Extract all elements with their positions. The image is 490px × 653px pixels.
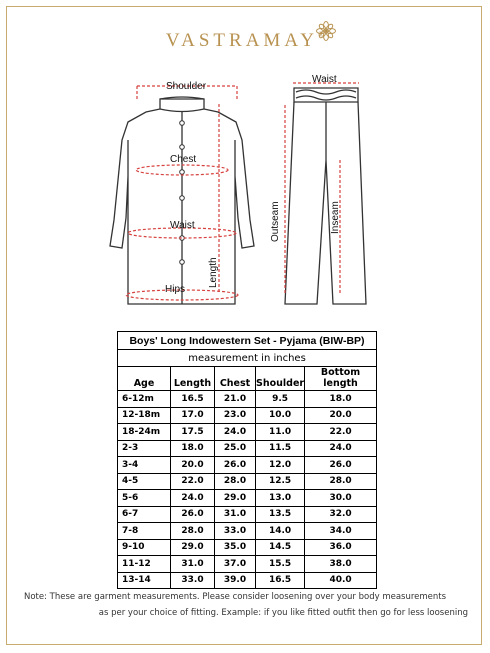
table-cell: 39.0 <box>215 572 256 589</box>
col-chest: Chest <box>215 367 256 391</box>
table-cell: 31.0 <box>171 556 215 573</box>
table-row <box>118 473 377 490</box>
table-cell: 30.0 <box>305 490 377 507</box>
table-cell: 11.5 <box>256 440 305 457</box>
note-line-1: Note: These are garment measurements. Please consider loosening over your body measurements <box>24 592 447 602</box>
table-cell: 38.0 <box>305 556 377 573</box>
table-cell: 33.0 <box>171 572 215 589</box>
table-cell: 13.5 <box>256 506 305 523</box>
table-cell: 23.0 <box>215 407 256 424</box>
table-cell: 6-12m <box>118 391 171 408</box>
note-line-2: as per your choice of fitting. Example: if you like fitted outfit then go for less loosening <box>98 608 468 618</box>
label-shoulder: Shoulder <box>166 81 207 92</box>
table-cell: 6-7 <box>118 506 171 523</box>
table-cell: 10.0 <box>256 407 305 424</box>
table-row <box>118 523 377 540</box>
table-cell: 11-12 <box>118 556 171 573</box>
table-cell: 13-14 <box>118 572 171 589</box>
table-title: Boys' Long Indowestern Set - Pyjama (BIW-BP) <box>118 332 377 350</box>
table-cell: 36.0 <box>305 539 377 556</box>
table-cell: 12.5 <box>256 473 305 490</box>
table-cell: 12-18m <box>118 407 171 424</box>
table-cell: 22.0 <box>305 424 377 441</box>
col-shoulder: Shoulder <box>256 367 305 391</box>
table-cell: 16.5 <box>171 391 215 408</box>
label-length: Length <box>208 257 219 288</box>
table-cell: 17.5 <box>171 424 215 441</box>
table-subtitle: measurement in inches <box>118 350 377 367</box>
table-cell: 37.0 <box>215 556 256 573</box>
table-cell: 34.0 <box>305 523 377 540</box>
table-cell: 26.0 <box>305 457 377 474</box>
table-row <box>118 572 377 589</box>
table-row <box>118 506 377 523</box>
table-cell: 25.0 <box>215 440 256 457</box>
table-cell: 29.0 <box>215 490 256 507</box>
table-cell: 33.0 <box>215 523 256 540</box>
table-row <box>118 391 377 408</box>
table-cell: 9-10 <box>118 539 171 556</box>
pyjama-outline <box>285 88 366 304</box>
table-cell: 16.5 <box>256 572 305 589</box>
table-cell: 28.0 <box>171 523 215 540</box>
table-cell: 3-4 <box>118 457 171 474</box>
table-cell: 5-6 <box>118 490 171 507</box>
label-hips: Hips <box>165 284 186 295</box>
table-cell: 7-8 <box>118 523 171 540</box>
table-row <box>118 539 377 556</box>
table-row <box>118 457 377 474</box>
table-cell: 18.0 <box>305 391 377 408</box>
col-length: Length <box>171 367 215 391</box>
table-cell: 11.0 <box>256 424 305 441</box>
table-header-row <box>118 367 377 391</box>
brand-name: VASTRAMAY <box>165 30 319 51</box>
table-cell: 40.0 <box>305 572 377 589</box>
table-cell: 14.5 <box>256 539 305 556</box>
label-chest: Chest <box>170 154 197 165</box>
table-cell: 31.0 <box>215 506 256 523</box>
table-cell: 29.0 <box>171 539 215 556</box>
table-cell: 28.0 <box>215 473 256 490</box>
label-waist: Waist <box>170 220 195 231</box>
table-cell: 24.0 <box>171 490 215 507</box>
table-cell: 26.0 <box>215 457 256 474</box>
table-row <box>118 440 377 457</box>
table-row <box>118 407 377 424</box>
brand-registered-mark: ® <box>318 30 325 39</box>
table-cell: 26.0 <box>171 506 215 523</box>
fitting-note <box>24 589 468 621</box>
table-cell: 4-5 <box>118 473 171 490</box>
table-cell: 32.0 <box>305 506 377 523</box>
col-age: Age <box>118 367 171 391</box>
table-cell: 24.0 <box>305 440 377 457</box>
table-cell: 13.0 <box>256 490 305 507</box>
table-cell: 35.0 <box>215 539 256 556</box>
table-row <box>118 424 377 441</box>
table-cell: 24.0 <box>215 424 256 441</box>
table-cell: 14.0 <box>256 523 305 540</box>
table-cell: 21.0 <box>215 391 256 408</box>
label-outseam: Outseam <box>270 201 281 242</box>
pyjama-measure-lines <box>285 83 359 294</box>
table-cell: 12.0 <box>256 457 305 474</box>
table-cell: 20.0 <box>305 407 377 424</box>
table-cell: 20.0 <box>171 457 215 474</box>
table-cell: 17.0 <box>171 407 215 424</box>
table-cell: 15.5 <box>256 556 305 573</box>
col-bottom-length: Bottom length <box>305 367 377 391</box>
label-inseam: Inseam <box>330 201 341 234</box>
table-cell: 9.5 <box>256 391 305 408</box>
table-cell: 2-3 <box>118 440 171 457</box>
size-chart-table <box>117 331 377 589</box>
table-cell: 18.0 <box>171 440 215 457</box>
table-row <box>118 556 377 573</box>
table-cell: 28.0 <box>305 473 377 490</box>
table-cell: 18-24m <box>118 424 171 441</box>
table-cell: 22.0 <box>171 473 215 490</box>
table-row <box>118 490 377 507</box>
label-pyjama-waist: Waist <box>312 74 337 85</box>
